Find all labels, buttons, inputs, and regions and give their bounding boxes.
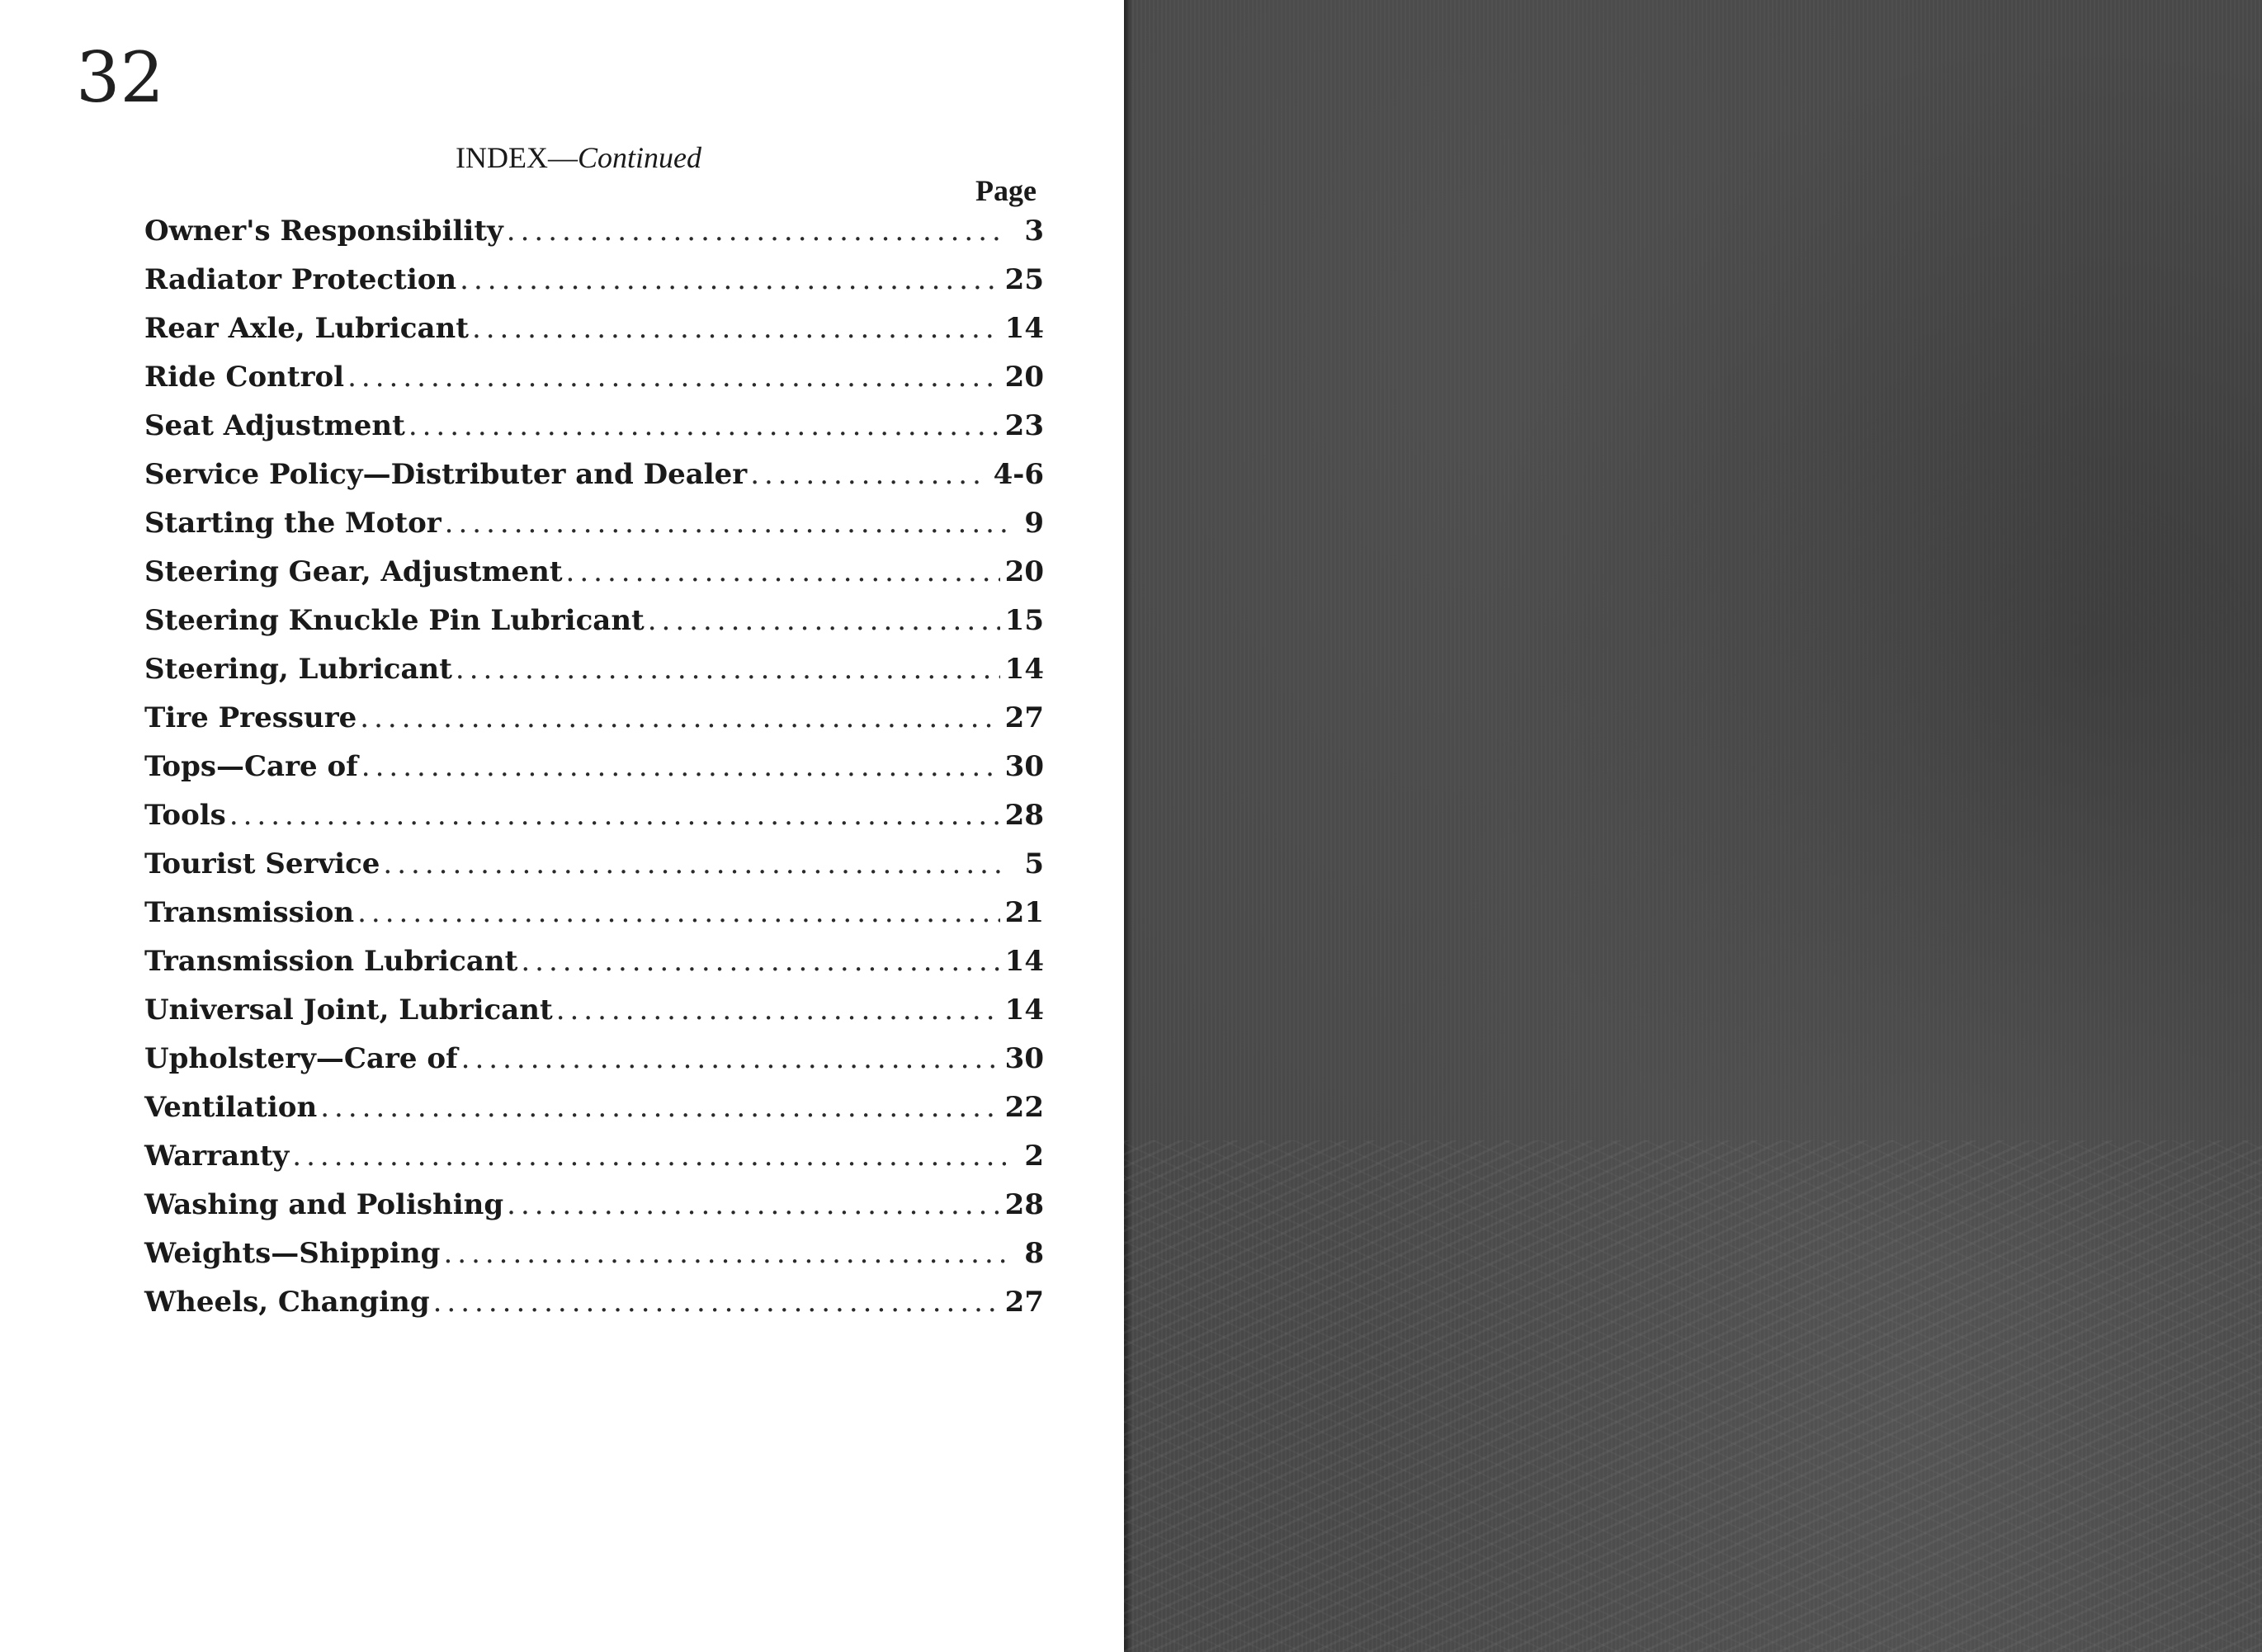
dot-leader (357, 896, 1000, 929)
index-entry-label: Tourist Service (144, 847, 380, 880)
index-entry (144, 215, 1044, 263)
index-entry-page: 4-6 (993, 458, 1044, 491)
index-entry (144, 1286, 1044, 1334)
dot-leader (292, 1140, 1006, 1173)
index-entry (144, 1237, 1044, 1286)
index-entry-label: Owner's Responsibility (144, 215, 503, 248)
index-entry-page: 9 (1024, 507, 1044, 540)
dot-leader (566, 555, 1000, 588)
page-column-label: Page (975, 174, 1037, 207)
index-entry-page: 21 (1004, 896, 1044, 929)
cover-texture (1124, 1140, 2262, 1652)
index-entry (144, 263, 1044, 312)
index-entry-page: 15 (1004, 604, 1044, 637)
index-entry (144, 604, 1044, 653)
index-entry-label: Warranty (144, 1140, 290, 1173)
index-entry-label: Ventilation (144, 1091, 318, 1124)
index-entry (144, 1140, 1044, 1188)
dot-leader (320, 1091, 999, 1124)
index-entry (144, 409, 1044, 458)
index-entry-page: 14 (1004, 994, 1044, 1027)
index-entry (144, 945, 1044, 994)
index-entry-label: Ride Control (144, 361, 345, 394)
index-entry-label: Steering Knuckle Pin Lubricant (144, 604, 645, 637)
index-entry (144, 847, 1044, 896)
index-entry (144, 701, 1044, 750)
index-entry-label: Starting the Motor (144, 507, 442, 540)
index-entry-page: 2 (1024, 1140, 1044, 1173)
index-entry (144, 994, 1044, 1042)
dot-leader (507, 215, 1006, 248)
dot-leader (750, 458, 988, 491)
index-entry-label: Steering, Lubricant (144, 653, 452, 686)
dot-leader (648, 604, 1000, 637)
index-entry-label: Wheels, Changing (144, 1286, 430, 1319)
index-entry-page: 25 (1004, 263, 1044, 296)
index-page (0, 0, 1124, 1652)
index-entry-label: Steering Gear, Adjustment (144, 555, 563, 588)
index-entry (144, 1188, 1044, 1237)
dot-leader (360, 701, 999, 734)
index-entry (144, 361, 1044, 409)
index-entry-page: 27 (1004, 1286, 1044, 1319)
dot-leader (556, 994, 1000, 1027)
index-entry-label: Transmission (144, 896, 355, 929)
index-entry-label: Tools (144, 799, 226, 832)
index-entry (144, 799, 1044, 847)
index-entry-page: 22 (1004, 1091, 1044, 1124)
index-entry-page: 3 (1024, 215, 1044, 248)
dot-leader (472, 312, 1000, 345)
dot-leader (460, 263, 1000, 296)
index-entry-label: Universal Joint, Lubricant (144, 994, 553, 1027)
dot-leader (461, 1042, 1000, 1075)
dot-leader (521, 945, 999, 978)
index-entry-label: Rear Axle, Lubricant (144, 312, 469, 345)
dot-leader (507, 1188, 1000, 1221)
index-entry (144, 896, 1044, 945)
index-entry-page: 14 (1004, 312, 1044, 345)
dot-leader (456, 653, 1000, 686)
index-entry (144, 750, 1044, 799)
dot-leader (445, 507, 1006, 540)
index-entry-page: 23 (1004, 409, 1044, 442)
index-entry-label: Transmission Lubricant (144, 945, 518, 978)
index-title (456, 140, 701, 175)
index-entry (144, 653, 1044, 701)
index-entry (144, 1091, 1044, 1140)
index-title-main: INDEX— (456, 141, 578, 174)
index-entry-page: 30 (1004, 1042, 1044, 1075)
index-entry-page: 20 (1004, 361, 1044, 394)
index-entry-label: Weights—Shipping (144, 1237, 441, 1270)
index-entry-page: 14 (1004, 653, 1044, 686)
dot-leader (347, 361, 1000, 394)
dot-leader (408, 409, 1000, 442)
index-entry-label: Tops—Care of (144, 750, 358, 783)
index-entry-page: 20 (1004, 555, 1044, 588)
index-entry-label: Radiator Protection (144, 263, 457, 296)
index-entry-page: 30 (1004, 750, 1044, 783)
index-entry (144, 312, 1044, 361)
index-entry (144, 555, 1044, 604)
index-entry-page: 27 (1004, 701, 1044, 734)
dot-leader (361, 750, 1000, 783)
page-number: 32 (76, 37, 164, 118)
dot-leader (229, 799, 1000, 832)
index-entry-page: 14 (1004, 945, 1044, 978)
index-entry-page: 5 (1024, 847, 1044, 880)
index-entry-page: 28 (1004, 799, 1044, 832)
index-entry-page: 8 (1024, 1237, 1044, 1270)
index-entry-label: Washing and Polishing (144, 1188, 504, 1221)
index-title-continued: Continued (577, 141, 701, 174)
back-cover (1124, 0, 2262, 1652)
index-entry-label: Service Policy—Distributer and Dealer (144, 458, 748, 491)
index-entry (144, 458, 1044, 507)
index-entry (144, 507, 1044, 555)
index-entries (144, 215, 1044, 1334)
index-entry (144, 1042, 1044, 1091)
index-entry-label: Seat Adjustment (144, 409, 405, 442)
index-entry-page: 28 (1004, 1188, 1044, 1221)
dot-leader (433, 1286, 1000, 1319)
index-entry-label: Tire Pressure (144, 701, 357, 734)
index-entry-label: Upholstery—Care of (144, 1042, 458, 1075)
dot-leader (383, 847, 1006, 880)
dot-leader (443, 1237, 1006, 1270)
